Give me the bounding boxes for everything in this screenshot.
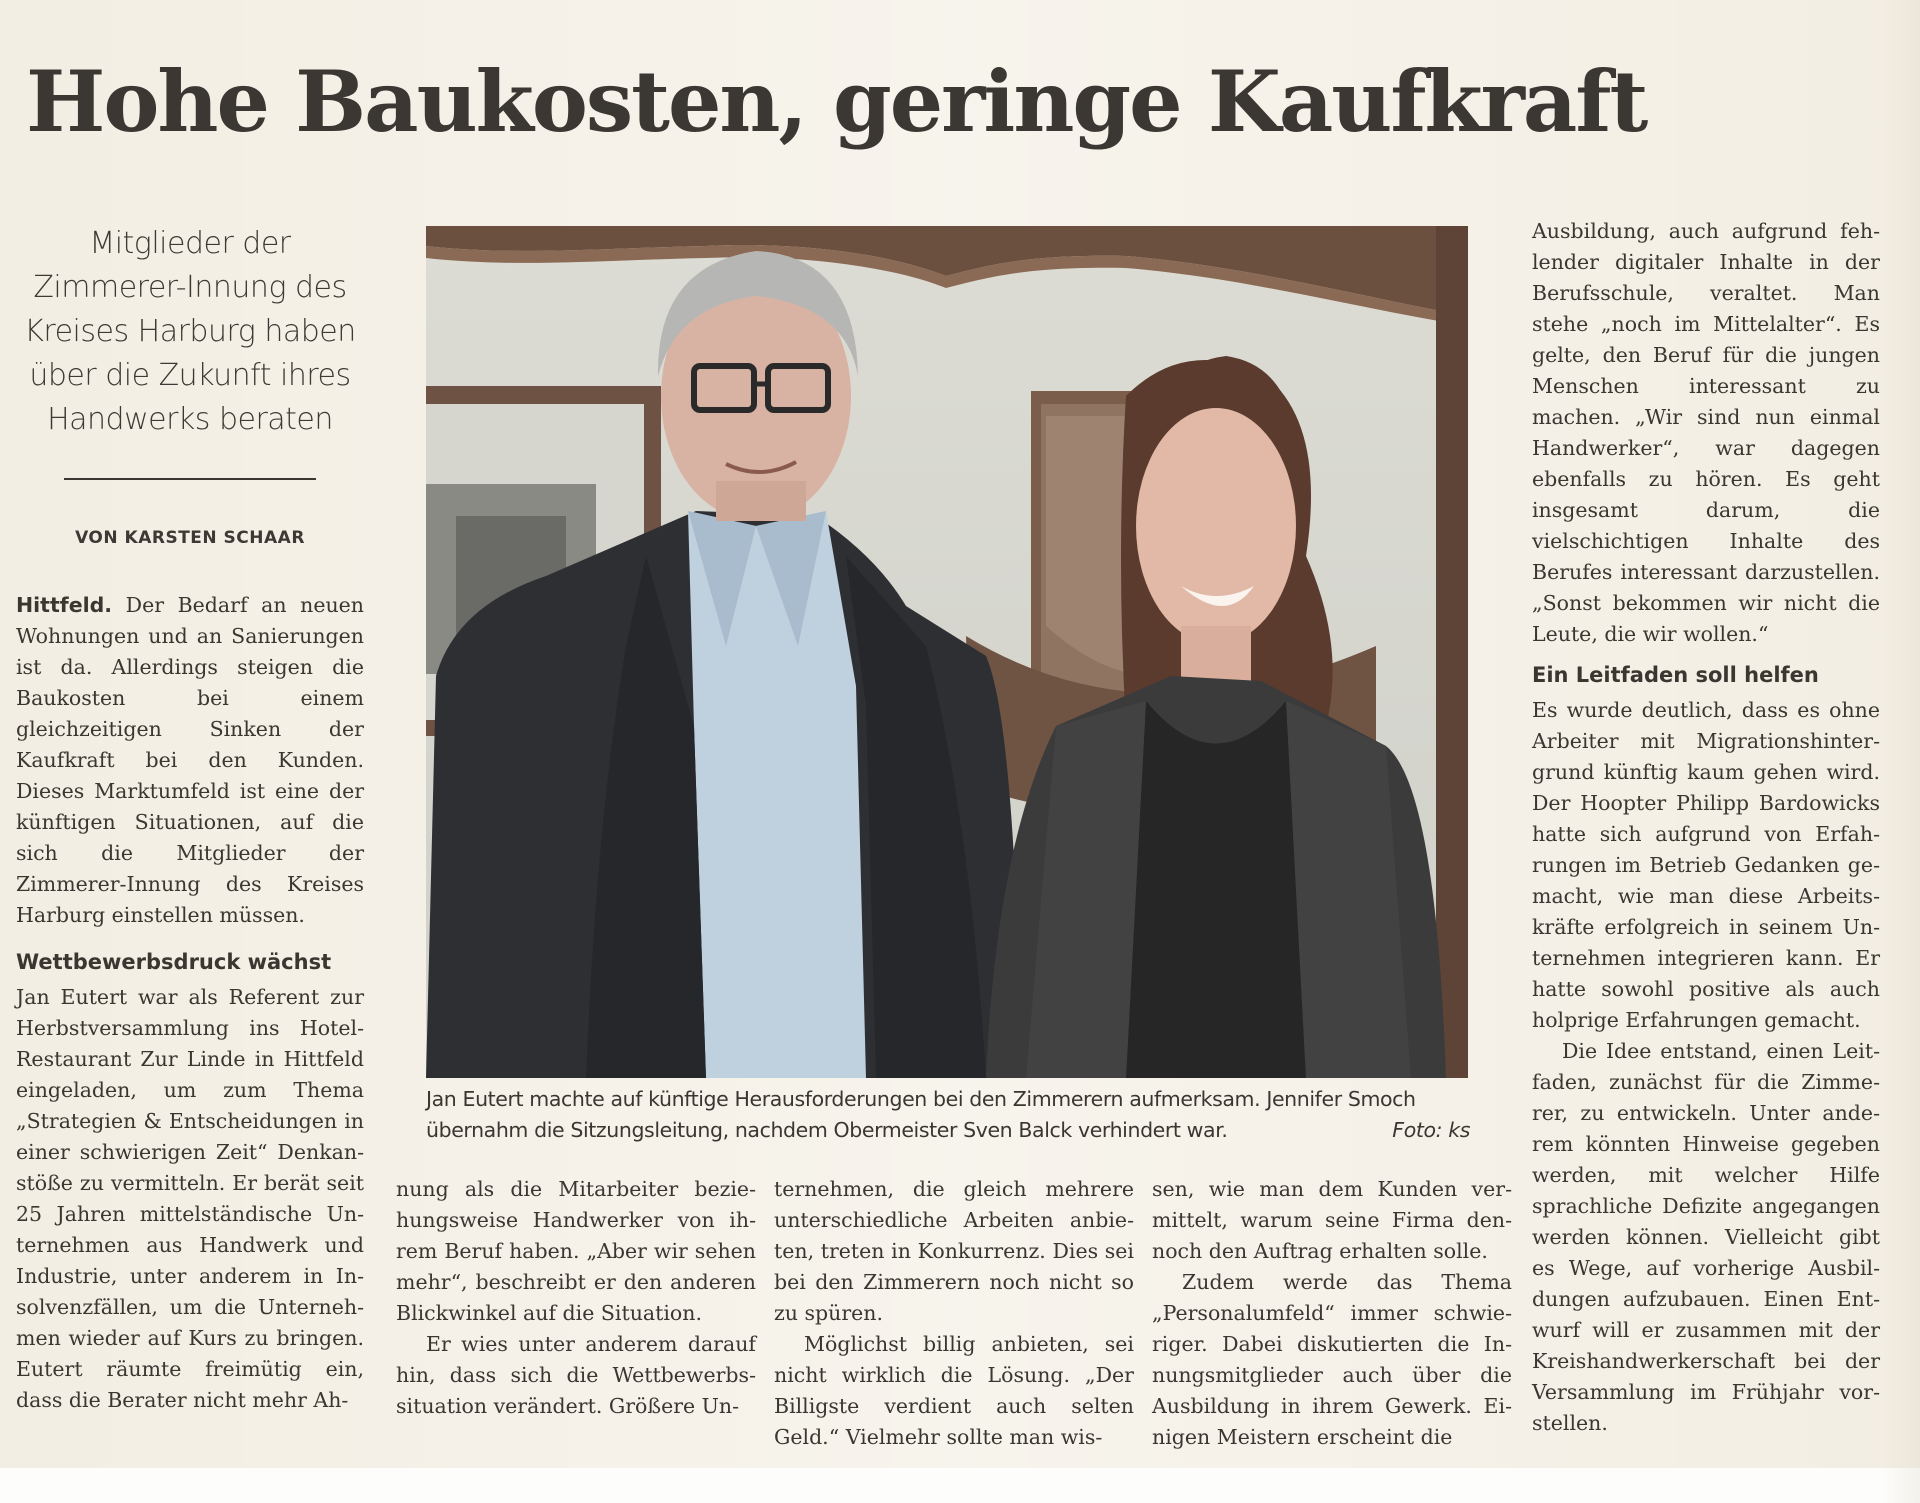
column-4 xyxy=(1152,1174,1512,1453)
body-paragraph: Die Idee entstand, einen Leitfaden, zunächst für die Zimmerer, zu entwickeln. Unter anderem könnten Hinweise gegeben werden, mit welcher Hilfe sprachliche Defizite angegangen werden können. Vielleicht gibt es Wege, auf vorherige Ausbildungen aufzubauen. Einen Entwurf will er zusammen mit der Kreishandwerkerschaft bei der Versammlung im Frühjahr vorstellen. xyxy=(1532,1039,1880,1435)
column-2 xyxy=(396,1174,756,1422)
caption-text: Jan Eutert machte auf künftige Herausforderungen bei den Zimmerern aufmerksam. Jennifer Smoch übernahm die Sitzungsleitung, nachdem Obermeister Sven Balck verhindert war. xyxy=(426,1087,1416,1142)
lead-paragraph xyxy=(16,590,364,931)
column-3 xyxy=(774,1174,1134,1453)
body-paragraph: Ausbildung, auch aufgrund fehlender digitaler Inhalte in der Berufsschule, veraltet. Man stehe „noch im Mittelalter“. Es gelte, den Beruf für die jungen Menschen interessant zu machen. „Wir sind nun einmal Handwerker“, war dagegen ebenfalls zu hören. Es geht insgesamt darum, die vielschichtigen Inhalte des Berufes interessant darzustellen. „Sonst bekommen wir nicht die Leute, die wir wollen.“ xyxy=(1532,219,1880,646)
body-paragraph: ternehmen, die gleich mehrere unterschiedliche Arbeiten anbieten, treten in Konkurrenz. Dies sei bei den Zimmerern noch nicht so zu spüren. xyxy=(774,1177,1134,1325)
body-paragraph: Möglichst billig anbieten, sei nicht wirklich die Lösung. „Der Billigste verdient auch selten Geld.“ Vielmehr sollte man wis- xyxy=(774,1332,1134,1449)
standfirst: Mitglieder der Zimmerer-Innung des Kreises Harburg haben über die Zukunft ihres Handwerks beraten xyxy=(24,226,356,437)
photo-credit: Foto: ks xyxy=(1392,1118,1470,1142)
headline: Hohe Baukosten, geringe Kaufkraft xyxy=(26,52,1647,151)
body-paragraph: sen, wie man dem Kunden vermittelt, warum seine Firma dennoch den Auftrag erhalten solle. xyxy=(1152,1177,1512,1263)
photo-image xyxy=(426,226,1468,1078)
body-paragraph: Er wies unter anderem darauf hin, dass sich die Wettbewerbssituation verändert. Größere Un- xyxy=(396,1332,756,1418)
scan-edge-shadow xyxy=(1880,0,1920,1503)
photo-caption xyxy=(426,1084,1476,1146)
left-column xyxy=(16,222,364,1416)
right-column xyxy=(1532,216,1880,1439)
article-photo xyxy=(426,226,1468,1078)
body-paragraph: Jan Eutert war als Referent zur Herbstversammlung ins Hotel-Restaurant Zur Linde in Hittfeld eingeladen, um zum Thema „Strategien & Entscheidungen in einer schwierigen Zeit“ Denkanstöße zu vermitteln. Er berät seit 25 Jahren mittelständische Unternehmen aus Handwerk und Industrie, unter anderem in Insolvenzfällen, um die Unternehmen wieder auf Kurs zu bringen. Eutert räumte freimütig ein, dass die Berater nicht mehr Ah- xyxy=(16,985,364,1412)
body-paragraph: Es wurde deutlich, dass es ohne Arbeiter mit Migrationshintergrund künftig kaum gehen wird. Der Hoopter Philipp Bardowicks hatte sich aufgrund von Erfahrungen im Betrieb Gedanken gemacht, wie man diese Arbeitskräfte erfolgreich in seinem Unternehmen integrieren kann. Er hatte sowohl positive als auch holprige Erfahrungen gemacht. xyxy=(1532,698,1880,1032)
subhead-wettbewerbsdruck: Wettbewerbsdruck wächst xyxy=(16,950,332,974)
subhead-leitfaden: Ein Leitfaden soll helfen xyxy=(1532,663,1819,687)
lead-text: Der Bedarf an neuen Wohnungen und an Sanierungen ist da. Allerdings steigen die Baukosten bei einem gleichzeitigen Sinken der Kaufkraft bei den Kunden. Dieses Marktumfeld ist eine der künftigen Situationen, auf die sich die Mitglieder der Zimmerer-Innung des Kreises Harburg einstellen müssen. xyxy=(16,593,364,927)
body-paragraph: nung als die Mitarbeiter beziehungsweise Handwerker von ihrem Beruf haben. „Aber wir sehen mehr“, beschreibt er den anderen Blickwinkel auf die Situation. xyxy=(396,1177,756,1325)
scan-margin xyxy=(0,1468,1920,1503)
divider-rule xyxy=(64,478,316,480)
byline: VON KARSTEN SCHAAR xyxy=(75,528,305,548)
dateline: Hittfeld. xyxy=(16,593,113,617)
body-paragraph: Zudem werde das Thema „Personalumfeld“ immer schwieriger. Dabei diskutierten die Innungsmitglieder auch über die Ausbildung in ihrem Gewerk. Einigen Meistern erscheint die xyxy=(1152,1270,1512,1449)
